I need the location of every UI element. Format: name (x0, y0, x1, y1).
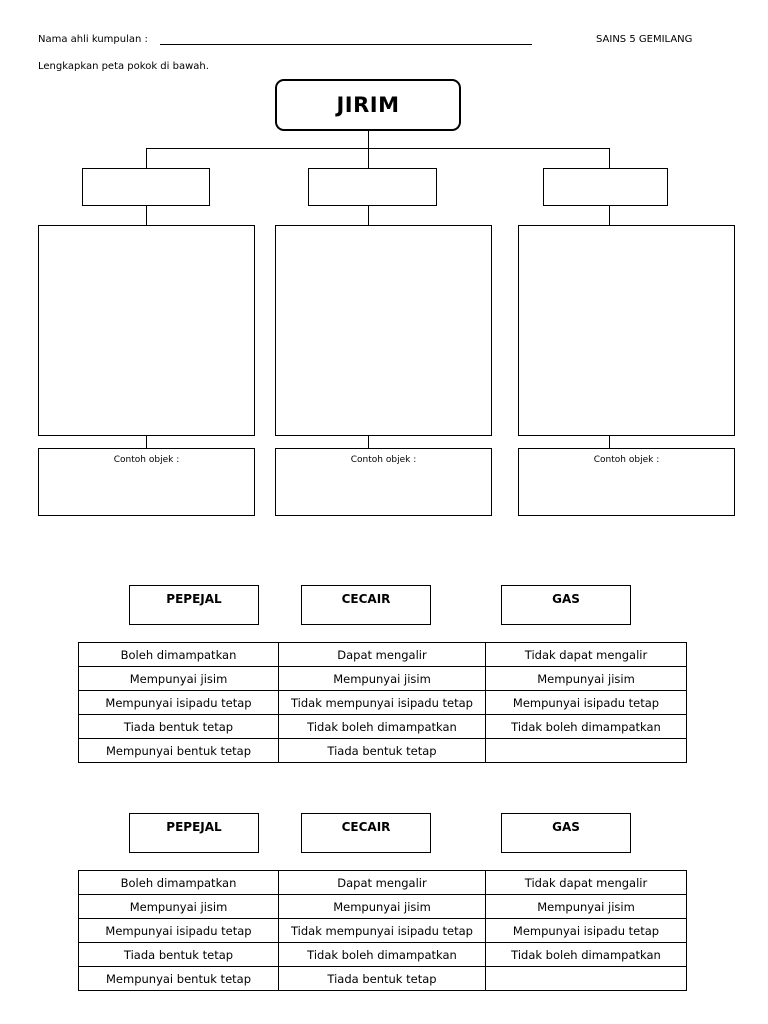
category-text: PEPEJAL (166, 820, 222, 834)
properties-table-2 (78, 870, 687, 991)
connector-middle (368, 148, 369, 168)
property-card[interactable]: Tiada bentuk tetap (79, 715, 279, 739)
property-card[interactable]: Tidak mempunyai isipadu tetap (279, 919, 486, 943)
property-card[interactable]: Tiada bentuk tetap (279, 739, 486, 763)
connector-root (368, 131, 369, 148)
table-row (79, 919, 687, 943)
name-label: Nama ahli kumpulan : (38, 34, 148, 45)
properties-table-1 (78, 642, 687, 763)
property-card[interactable]: Mempunyai isipadu tetap (486, 691, 687, 715)
example-label-left: Contoh objek : (113, 455, 180, 465)
property-card[interactable]: Mempunyai bentuk tetap (79, 967, 279, 991)
category-text: CECAIR (341, 820, 391, 834)
example-label-right: Contoh objek : (593, 455, 660, 465)
table-row (79, 895, 687, 919)
table-row (79, 691, 687, 715)
connector-right-2 (609, 206, 610, 226)
connector-right-3 (609, 436, 610, 448)
example-box-middle[interactable] (275, 448, 492, 516)
property-card[interactable]: Mempunyai jisim (79, 895, 279, 919)
connector-middle-2 (368, 206, 369, 226)
connector-middle-3 (368, 436, 369, 448)
category-card-cecair[interactable] (301, 585, 431, 625)
example-box-left[interactable] (38, 448, 255, 516)
properties-box-middle[interactable] (275, 225, 492, 436)
connector-left (146, 148, 147, 168)
property-card[interactable]: Mempunyai jisim (486, 667, 687, 691)
property-card[interactable]: Tidak dapat mengalir (486, 871, 687, 895)
property-card[interactable]: Tidak boleh dimampatkan (279, 943, 486, 967)
property-card[interactable]: Dapat mengalir (279, 871, 486, 895)
category-blank-middle[interactable] (308, 168, 437, 206)
table-row (79, 667, 687, 691)
property-card[interactable]: Tiada bentuk tetap (79, 943, 279, 967)
example-box-right[interactable] (518, 448, 735, 516)
property-card[interactable]: Tidak boleh dimampatkan (486, 715, 687, 739)
category-text: GAS (552, 820, 580, 834)
table-row (79, 643, 687, 667)
property-card[interactable]: Tidak mempunyai isipadu tetap (279, 691, 486, 715)
category-text: CECAIR (341, 592, 391, 606)
empty-cell (486, 739, 687, 763)
property-card[interactable]: Dapat mengalir (279, 643, 486, 667)
category-card-gas[interactable] (501, 813, 631, 853)
table-row (79, 871, 687, 895)
category-card-gas[interactable] (501, 585, 631, 625)
property-card[interactable]: Tidak boleh dimampatkan (486, 943, 687, 967)
root-box (275, 79, 461, 131)
category-text: PEPEJAL (166, 592, 222, 606)
connector-right (609, 148, 610, 168)
category-text: GAS (552, 592, 580, 606)
properties-box-right[interactable] (518, 225, 735, 436)
connector-horizontal (146, 148, 610, 149)
property-card[interactable]: Mempunyai jisim (279, 895, 486, 919)
property-card[interactable]: Tidak dapat mengalir (486, 643, 687, 667)
class-label: SAINS 5 GEMILANG (596, 34, 693, 45)
table-row (79, 967, 687, 991)
property-card[interactable]: Boleh dimampatkan (79, 643, 279, 667)
name-answer-line[interactable] (160, 44, 532, 45)
table-row (79, 739, 687, 763)
property-card[interactable]: Mempunyai jisim (79, 667, 279, 691)
property-card[interactable]: Mempunyai isipadu tetap (486, 919, 687, 943)
property-card[interactable]: Mempunyai isipadu tetap (79, 919, 279, 943)
empty-cell (486, 967, 687, 991)
category-card-pepejal[interactable] (129, 813, 259, 853)
table-row (79, 715, 687, 739)
category-card-pepejal[interactable] (129, 585, 259, 625)
category-card-cecair[interactable] (301, 813, 431, 853)
root-label: JIRIM (336, 93, 400, 117)
property-card[interactable]: Mempunyai jisim (279, 667, 486, 691)
category-blank-right[interactable] (543, 168, 668, 206)
property-card[interactable]: Tidak boleh dimampatkan (279, 715, 486, 739)
property-card[interactable]: Boleh dimampatkan (79, 871, 279, 895)
connector-left-3 (146, 436, 147, 448)
property-card[interactable]: Mempunyai jisim (486, 895, 687, 919)
property-card[interactable]: Mempunyai isipadu tetap (79, 691, 279, 715)
properties-box-left[interactable] (38, 225, 255, 436)
instruction-text: Lengkapkan peta pokok di bawah. (38, 61, 209, 72)
property-card[interactable]: Tiada bentuk tetap (279, 967, 486, 991)
example-label-middle: Contoh objek : (350, 455, 417, 465)
property-card[interactable]: Mempunyai bentuk tetap (79, 739, 279, 763)
connector-left-2 (146, 206, 147, 226)
category-blank-left[interactable] (82, 168, 210, 206)
table-row (79, 943, 687, 967)
